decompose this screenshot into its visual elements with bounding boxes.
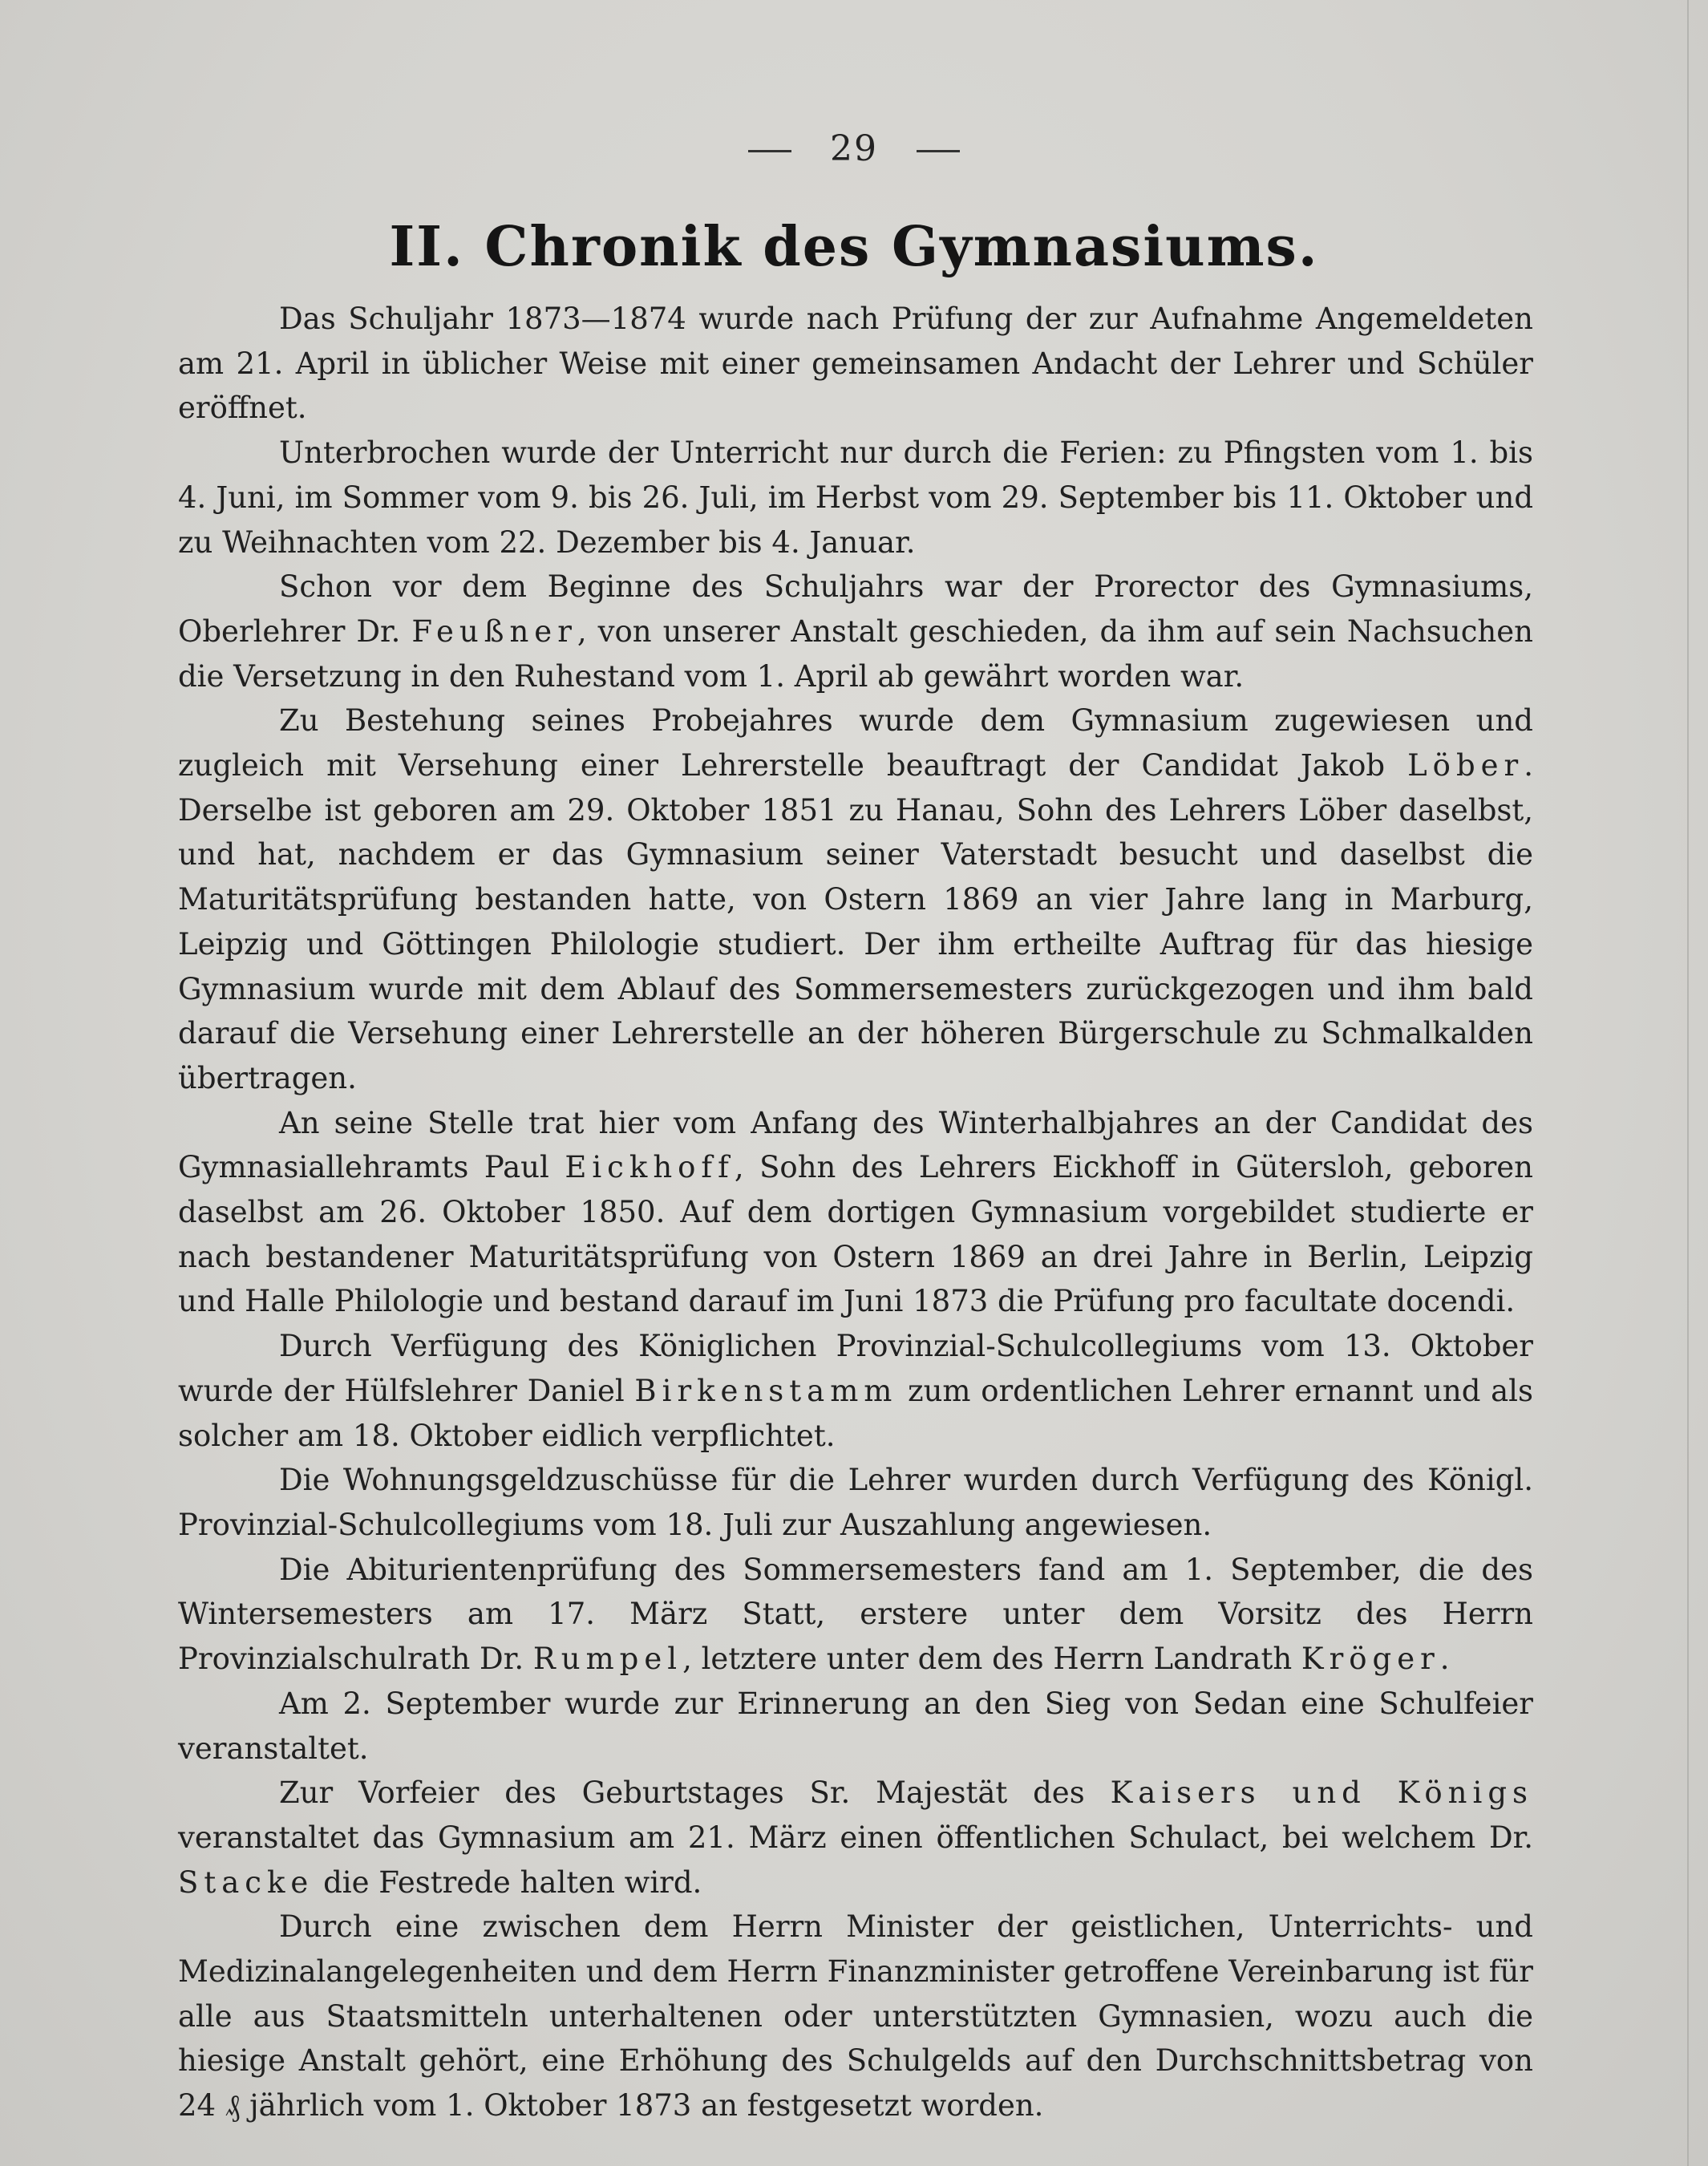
title-kaisers-und-koenigs: Kaisers und Königs [1110, 1775, 1533, 1811]
left-dash [748, 150, 791, 152]
paragraph-10: Zur Vorfeier des Geburtstages Sr. Majestät des Kaisers und Königs veranstaltet das Gymnasium am 21. März einen öffentlichen Schulact, bei welchem Dr. Stacke die Festrede halten wird. [178, 1775, 1533, 1900]
name-eickhoff: Eickhoff [565, 1150, 735, 1185]
page-number: 29 [830, 128, 878, 169]
name-birkenstamm: Birkenstamm [634, 1373, 898, 1408]
paragraph-6: Durch Verfügung des Königlichen Provinzial-Schulcollegiums vom 13. Oktober wurde der Hülfslehrer Daniel Birkenstamm zum ordentlichen Lehrer ernannt und als solcher am 18. Oktober eidlich verpflichtet. [178, 1329, 1533, 1453]
paragraph-11: Durch eine zwischen dem Herrn Minister der geistlichen, Unterrichts- und Medizinalangelegenheiten und dem Herrn Finanzminister getroffene Vereinbarung ist für alle aus Staatsmitteln unterhaltenen oder unterstützten Gymnasien, wozu auch die hiesige Anstalt gehört, eine Erhöhung des Schulgelds auf den Durchschnittsbetrag von 24 ₰ jährlich vom 1. Oktober 1873 an festgesetzt worden. [178, 1909, 1533, 2123]
right-dash [917, 150, 960, 152]
paragraph-8: Die Abiturientenprüfung des Sommersemesters fand am 1. September, die des Wintersemesters am 17. März Statt, erstere unter dem Vorsitz des Herrn Provinzialschulrath Dr. Rumpel, letztere unter dem des Herrn Landrath Kröger. [178, 1552, 1533, 1677]
chapter-title: II. Chronik des Gymnasiums. [389, 215, 1319, 279]
paragraph-3: Schon vor dem Beginne des Schuljahrs war der Prorector des Gymnasiums, Oberlehrer Dr. Feußner, von unserer Anstalt geschieden, da ihm auf sein Nachsuchen die Versetzung in den Ruhestand vom 1. April ab gewährt worden war. [178, 569, 1533, 694]
paragraph-9: Am 2. September wurde zur Erinnerung an den Sieg von Sedan eine Schulfeier veranstaltet. [178, 1686, 1533, 1766]
page-edge-line [1687, 0, 1689, 2166]
name-stacke: Stacke [178, 1864, 314, 1900]
paragraph-1: Das Schuljahr 1873—1874 wurde nach Prüfung der zur Aufnahme Angemeldeten am 21. April in üblicher Weise mit einer gemeinsamen Andacht der Lehrer und Schüler eröffnet. [178, 302, 1533, 426]
paragraph-2: Unterbrochen wurde der Unterricht nur durch die Ferien: zu Pfingsten vom 1. bis 4. Juni, im Sommer vom 9. bis 26. Juli, im Herbst vom 29. September bis 11. Oktober und zu Weihnachten vom 22. Dezember bis 4. Januar. [178, 435, 1533, 560]
name-rumpel: Rumpel [532, 1642, 683, 1677]
name-feussner: Feußner [411, 613, 577, 649]
paragraph-5: An seine Stelle trat hier vom Anfang des Winterhalbjahres an der Candidat des Gymnasiallehramts Paul Eickhoff, Sohn des Lehrers Eickhoff in Gütersloh, geboren daselbst am 26. Oktober 1850. Auf dem dortigen Gymnasium vorgebildet studierte er nach bestandener Maturitätsprüfung von Ostern 1869 an drei Jahre in Berlin, Leipzig und Halle Philologie und bestand darauf im Juni 1873 die Prüfung pro facultate docendi. [178, 1105, 1533, 1319]
body-text [178, 297, 1533, 2128]
name-loeber: Löber [1407, 748, 1524, 783]
paragraph-7: Die Wohnungsgeldzuschüsse für die Lehrer wurden durch Verfügung des Königl. Provinzial-Schulcollegiums vom 18. Juli zur Auszahlung angewiesen. [178, 1463, 1533, 1542]
paragraph-4: Zu Bestehung seines Probejahres wurde dem Gymnasium zugewiesen und zugleich mit Versehung einer Lehrerstelle beauftragt der Candidat Jakob Löber. Derselbe ist geboren am 29. Oktober 1851 zu Hanau, Sohn des Lehrers Löber daselbst, und hat, nachdem er das Gymnasium seiner Vaterstadt besucht und daselbst die Maturitätsprüfung bestanden hatte, von Ostern 1869 an vier Jahre lang in Marburg, Leipzig und Göttingen Philologie studiert. Der ihm ertheilte Auftrag für das hiesige Gymnasium wurde mit dem Ablauf des Sommersemesters zurückgezogen und ihm bald darauf die Versehung einer Lehrerstelle an der höheren Bürgerschule zu Schmalkalden übertragen. [178, 703, 1533, 1095]
name-kroeger: Kröger [1301, 1642, 1440, 1677]
page-number-line [0, 128, 1708, 169]
